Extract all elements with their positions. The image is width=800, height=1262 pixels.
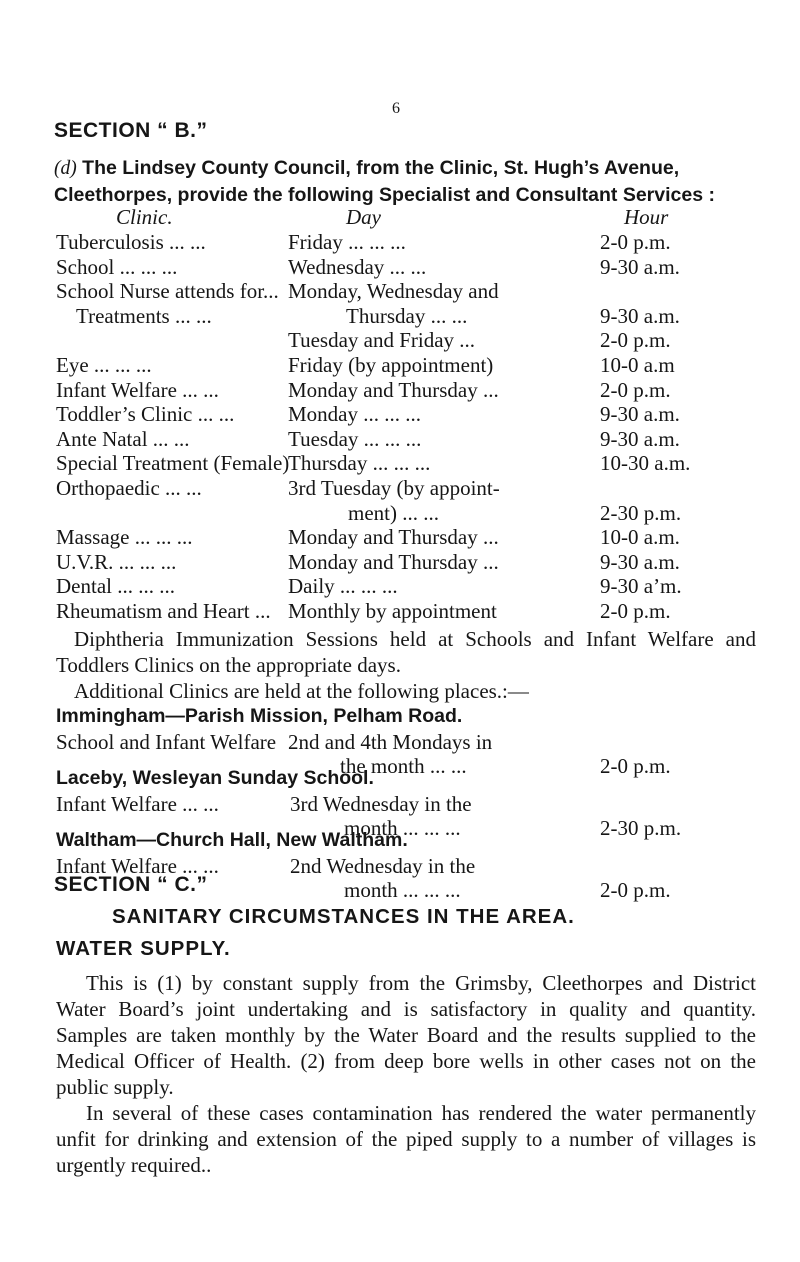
row-clinic: Massage ... ... ... [56,525,193,550]
intro-marker: (d) [54,158,77,179]
place-service: Infant Welfare ... ... [56,792,219,816]
row-clinic: School ... ... ... [56,254,178,279]
row-day: Monday ... ... ... [288,402,421,427]
row-hour: 9-30 a’m. [600,574,682,599]
row-hour: 10-0 a.m [600,353,675,377]
row-day: Monday, Wednesday and [288,279,499,304]
row-clinic: U.V.R. ... ... ... [56,549,177,574]
row-clinic: Dental ... ... ... [56,574,175,599]
additional-note: Additional Clinics are held at the following places.:— [74,679,529,703]
place-when-line2: month ... ... ... [344,816,461,840]
row-hour: 9-30 a.m. [600,426,680,451]
place-hour: 2-30 p.m. [600,816,682,840]
section-b-intro [54,155,754,208]
header-clinic: Clinic. [116,205,173,229]
row-day: Monday and Thursday ... [288,525,499,550]
place-when-line1: 2nd and 4th Mondays in [288,730,493,754]
row-day: 3rd Tuesday (by appoint- [288,476,500,500]
row-day: Friday (by appointment) [288,353,494,377]
row-day: ment) ... ... [348,500,439,525]
row-clinic: Toddler’s Clinic ... ... [56,402,235,427]
row-day: Daily ... ... ... [288,574,398,599]
diphtheria-note: Diphtheria Immunization Sessions held at Schools and Infant Welfare and Toddlers Clinics on the appropriate days. [56,627,756,677]
header-day: Day [346,205,381,229]
intro-text: The Lindsey County Council, from the Clinic, St. Hugh’s Avenue, Cleethorpes, provide the following Specialist and Consultant Services : [54,157,715,206]
place-when-line2: month ... ... ... [344,878,461,902]
row-hour: 9-30 a.m. [600,549,680,574]
place-hour: 2-0 p.m. [600,754,671,778]
section-c-heading: SECTION “ C.” [54,873,208,896]
row-clinic: Eye ... ... ... [56,353,152,377]
row-hour: 2-0 p.m. [600,230,671,254]
place-heading: Immingham—Parish Mission, Pelham Road. [56,705,463,727]
row-day: Monday and Thursday ... [288,377,499,402]
row-clinic: Orthopaedic ... ... [56,476,202,500]
place-heading: Laceby, Wesleyan Sunday School. [56,767,374,789]
water-supply-paragraph-2: In several of these cases contamination has rendered the water permanently unfit for drinking and extension of the piped supply to a number of villages is urgently required.. [56,1101,756,1177]
row-clinic: Special Treatment (Female) [56,451,290,476]
water-supply-heading: WATER SUPPLY. [56,937,231,960]
row-hour: 2-0 p.m. [600,328,671,353]
section-b-heading: SECTION “ B.” [54,119,208,142]
row-day: Monthly by appointment [288,599,497,623]
place-when-line1: 2nd Wednesday in the [290,854,476,878]
row-hour: 10-30 a.m. [600,451,691,476]
place-heading: Waltham—Church Hall, New Waltham. [56,829,408,851]
header-hour: Hour [624,205,669,229]
row-day: Tuesday and Friday ... [288,328,476,353]
row-clinic: Treatments ... ... [76,303,212,328]
row-hour: 9-30 a.m. [600,402,680,427]
water-supply-paragraph-1: This is (1) by constant supply from the Grimsby, Cleethorpes and District Water Board’s joint undertaking and is satisfactory in quality and quantity. Samples are taken monthly by the Water Board and the results supplied to the Medical Officer of Health. (2) from deep bore wells in other cases not on the public supply. [56,971,756,1099]
row-hour: 2-0 p.m. [600,377,671,402]
row-hour: 2-30 p.m. [600,500,682,525]
place-service: School and Infant Welfare [56,730,277,754]
row-day: Thursday ... ... ... [288,451,431,476]
place-hour: 2-0 p.m. [600,878,671,902]
row-hour: 2-0 p.m. [600,599,671,623]
row-day: Monday and Thursday ... [288,549,499,574]
row-hour: 9-30 a.m. [600,254,680,279]
row-hour: 10-0 a.m. [600,525,680,550]
row-day: Wednesday ... ... [288,254,427,279]
row-clinic: Infant Welfare ... ... [56,377,219,402]
row-hour: 9-30 a.m. [600,303,680,328]
row-day: Thursday ... ... [346,303,468,328]
row-day: Friday ... ... ... [288,230,406,254]
place-when-line1: 3rd Wednesday in the [290,792,472,816]
row-day: Tuesday ... ... ... [288,426,422,451]
row-clinic: Tuberculosis ... ... [56,230,206,254]
row-clinic: School Nurse attends for... [56,279,279,304]
row-clinic: Rheumatism and Heart ... [56,599,271,623]
row-clinic: Ante Natal ... ... [56,426,190,451]
section-c-title: SANITARY CIRCUMSTANCES IN THE AREA. [112,905,575,928]
place-service: Infant Welfare ... ... [56,854,219,878]
place-when-line2: the month ... ... [340,754,467,778]
page-number: 6 [392,100,400,117]
